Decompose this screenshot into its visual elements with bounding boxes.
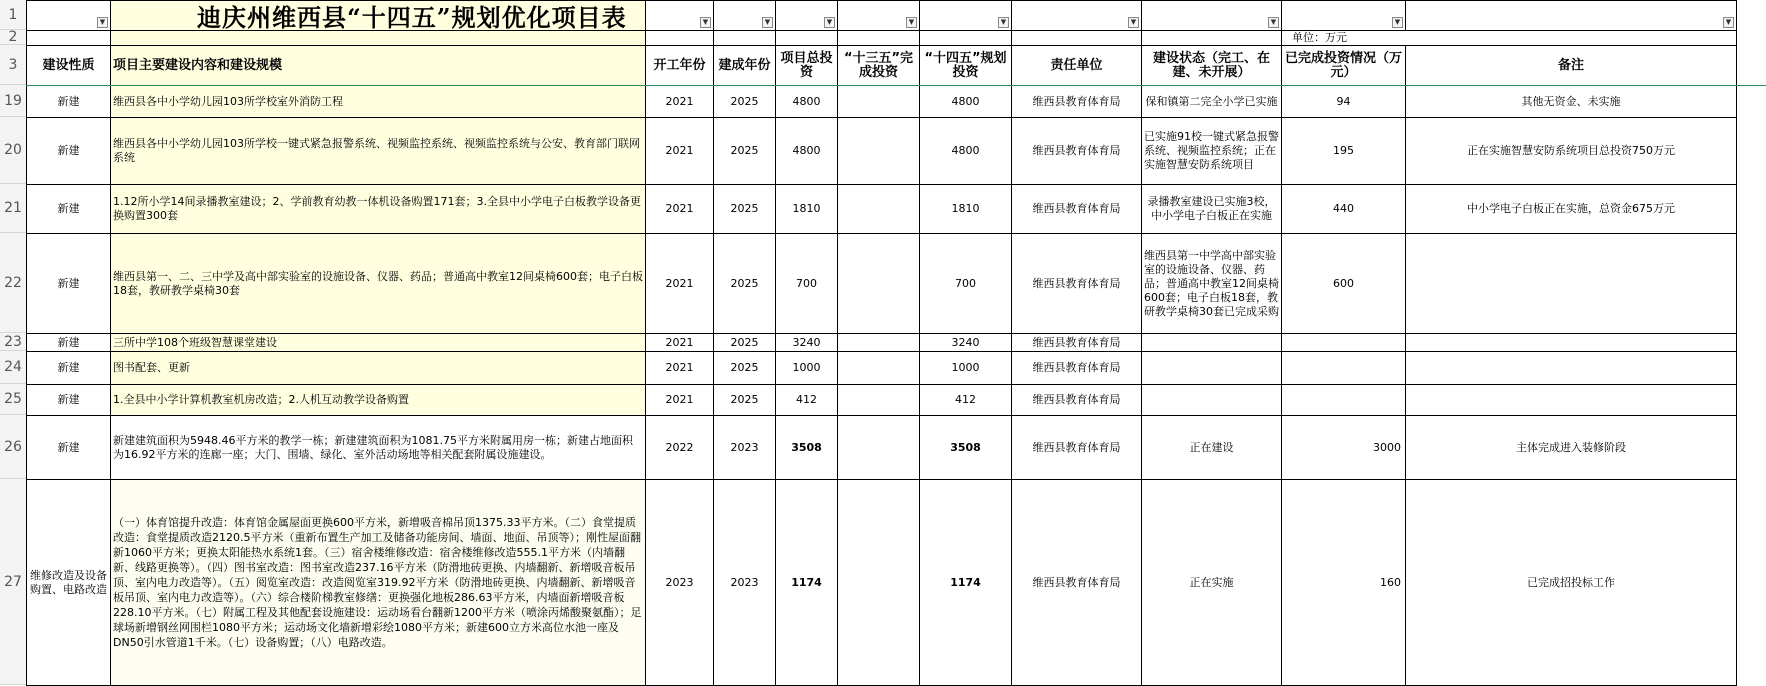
filter-dropdown-icon[interactable]: ▼ [998, 17, 1009, 28]
filter-dropdown-icon[interactable]: ▼ [1268, 17, 1279, 28]
cell-invested[interactable]: 195 [1282, 118, 1406, 185]
cell-content[interactable]: 1.12所小学14间录播教室建设；2、学前教育幼教一体机设备购置171套；3.全县中小学电子白板教学设备更换购置300套 [111, 185, 646, 234]
filter-dropdown-icon[interactable]: ▼ [97, 17, 108, 28]
table-row [27, 416, 1737, 480]
cell-content[interactable]: 维西县各中小学幼儿园103所学校室外消防工程 [111, 86, 646, 118]
cell-end-year[interactable]: 2025 [714, 334, 776, 352]
table-row [27, 480, 1737, 686]
cell-note[interactable] [1406, 234, 1737, 334]
cell-done-13th[interactable] [838, 416, 920, 480]
table-row [27, 185, 1737, 234]
cell-note[interactable]: 中小学电子白板正在实施，总资金675万元 [1406, 185, 1737, 234]
header-cell[interactable]: 建设性质 [27, 46, 111, 86]
cell-done-13th[interactable] [838, 118, 920, 185]
filter-dropdown-icon[interactable]: ▼ [762, 17, 773, 28]
cell-start-year[interactable]: 2021 [646, 385, 714, 416]
row-header-column [0, 0, 27, 685]
cell[interactable] [1012, 1, 1142, 31]
sheet-title: 迪庆州维西县“十四五”规划优化项目表 [197, 3, 627, 31]
cell-done-13th[interactable] [838, 352, 920, 385]
cell[interactable] [1282, 1, 1406, 31]
table-row [27, 334, 1737, 352]
cell-start-year[interactable]: 2021 [646, 334, 714, 352]
cell-content[interactable]: 1.全县中小学计算机教室机房改造；2.人机互动教学设备购置 [111, 385, 646, 416]
row-number[interactable]: 21 [0, 184, 26, 233]
cell-invested[interactable] [1282, 334, 1406, 352]
cell[interactable] [1142, 31, 1282, 46]
cell-done-13th[interactable] [838, 185, 920, 234]
cell-start-year[interactable]: 2021 [646, 118, 714, 185]
cell-unit[interactable]: 维西县教育体育局 [1012, 480, 1142, 686]
row-number[interactable]: 19 [0, 85, 26, 117]
cell-total[interactable]: 700 [776, 234, 838, 334]
cell-invested[interactable]: 3000 [1282, 416, 1406, 480]
cell-start-year[interactable]: 2021 [646, 352, 714, 385]
cell[interactable] [838, 31, 920, 46]
row-number[interactable]: 23 [0, 333, 26, 351]
cell[interactable] [111, 31, 646, 46]
cell[interactable] [111, 1, 646, 31]
cell-done-13th[interactable] [838, 385, 920, 416]
row-number[interactable]: 1 [0, 0, 26, 30]
header-cell[interactable]: 建成年份 [714, 46, 776, 86]
cell-done-13th[interactable] [838, 234, 920, 334]
cell-end-year[interactable]: 2025 [714, 118, 776, 185]
filter-dropdown-icon[interactable]: ▼ [1723, 17, 1734, 28]
header-cell[interactable]: 建设状态（完工、在建、未开展） [1142, 46, 1282, 86]
filter-dropdown-icon[interactable]: ▼ [824, 17, 835, 28]
header-cell[interactable]: “十四五”规划投资 [920, 46, 1012, 86]
cell-type[interactable]: 新建 [27, 86, 111, 118]
cell-plan-14th[interactable]: 4800 [920, 118, 1012, 185]
cell-type[interactable]: 新建 [27, 385, 111, 416]
header-row [27, 46, 1737, 86]
title-row [27, 1, 1737, 31]
cell-unit[interactable]: 维西县教育体育局 [1012, 385, 1142, 416]
cell-total[interactable]: 3508 [776, 416, 838, 480]
header-cell[interactable]: 已完成投资情况（万元） [1282, 46, 1406, 86]
cell-status[interactable]: 已实施91校一键式紧急报警系统、视频监控系统；正在实施智慧安防系统项目 [1142, 118, 1282, 185]
cell-type[interactable]: 新建 [27, 118, 111, 185]
cell-content[interactable]: 维西县各中小学幼儿园103所学校一键式紧急报警系统、视频监控系统、视频监控系统与公安、教育部门联网系统 [111, 118, 646, 185]
filter-dropdown-icon[interactable]: ▼ [1392, 17, 1403, 28]
cell[interactable] [920, 31, 1012, 46]
cell-status[interactable] [1142, 385, 1282, 416]
cell[interactable] [646, 1, 714, 31]
cell-note[interactable] [1406, 334, 1737, 352]
cell-type[interactable]: 维修改造及设备购置、电路改造 [27, 480, 111, 686]
cell-end-year[interactable]: 2023 [714, 480, 776, 686]
header-cell[interactable]: 责任单位 [1012, 46, 1142, 86]
cell-invested[interactable] [1282, 352, 1406, 385]
cell[interactable] [27, 31, 111, 46]
cell-start-year[interactable]: 2023 [646, 480, 714, 686]
cell-total[interactable]: 412 [776, 385, 838, 416]
spreadsheet-grid [26, 0, 1737, 686]
cell-unit[interactable]: 维西县教育体育局 [1012, 118, 1142, 185]
cell-type[interactable]: 新建 [27, 416, 111, 480]
cell-total[interactable]: 4800 [776, 118, 838, 185]
table-row [27, 118, 1737, 185]
cell-plan-14th[interactable]: 700 [920, 234, 1012, 334]
cell-total[interactable]: 1000 [776, 352, 838, 385]
cell[interactable] [1142, 1, 1282, 31]
cell-type[interactable]: 新建 [27, 234, 111, 334]
cell-start-year[interactable]: 2021 [646, 86, 714, 118]
cell[interactable] [714, 1, 776, 31]
unit-label[interactable]: 单位：万元 [1282, 31, 1737, 46]
cell-end-year[interactable]: 2023 [714, 416, 776, 480]
cell-done-13th[interactable] [838, 480, 920, 686]
cell-content[interactable]: 三所中学108个班级智慧课堂建设 [111, 334, 646, 352]
cell-end-year[interactable]: 2025 [714, 352, 776, 385]
cell-invested[interactable]: 600 [1282, 234, 1406, 334]
cell-status[interactable]: 正在建设 [1142, 416, 1282, 480]
row-number[interactable]: 20 [0, 117, 26, 184]
cell[interactable] [776, 31, 838, 46]
cell-status[interactable]: 维西县第一中学高中部实验室的设施设备、仪器、药品；普通高中教室12间桌椅600套；电子白板18套，教研教学桌椅30套已完成采购 [1142, 234, 1282, 334]
row-number[interactable]: 27 [0, 479, 26, 685]
cell[interactable] [646, 31, 714, 46]
row-number[interactable]: 26 [0, 415, 26, 479]
row-number[interactable]: 22 [0, 233, 26, 333]
cell-status[interactable]: 保和镇第二完全小学已实施 [1142, 86, 1282, 118]
cell-plan-14th[interactable]: 3240 [920, 334, 1012, 352]
cell-status[interactable] [1142, 334, 1282, 352]
cell-content[interactable]: 新建建筑面积为5948.46平方米的教学一栋；新建建筑面积为1081.75平方米附属用房一栋；新建占地面积为16.92平方米的连廊一座；大门、围墙、绿化、室外活动场地等相关配套附属设施建设。 [111, 416, 646, 480]
cell-type[interactable]: 新建 [27, 185, 111, 234]
filter-dropdown-icon[interactable]: ▼ [1128, 17, 1139, 28]
cell[interactable] [920, 1, 1012, 31]
cell-done-13th[interactable] [838, 334, 920, 352]
cell-end-year[interactable]: 2025 [714, 385, 776, 416]
cell-end-year[interactable]: 2025 [714, 86, 776, 118]
cell-unit[interactable]: 维西县教育体育局 [1012, 416, 1142, 480]
cell-plan-14th[interactable]: 4800 [920, 86, 1012, 118]
cell-status[interactable]: 正在实施 [1142, 480, 1282, 686]
cell-invested[interactable]: 440 [1282, 185, 1406, 234]
cell-content[interactable]: 图书配套、更新 [111, 352, 646, 385]
cell-type[interactable]: 新建 [27, 334, 111, 352]
cell-plan-14th[interactable]: 412 [920, 385, 1012, 416]
cell-type[interactable]: 新建 [27, 352, 111, 385]
filter-dropdown-icon[interactable]: ▼ [906, 17, 917, 28]
cell[interactable] [1012, 31, 1142, 46]
cell-invested[interactable] [1282, 385, 1406, 416]
cell-unit[interactable]: 维西县教育体育局 [1012, 352, 1142, 385]
header-cell[interactable]: 开工年份 [646, 46, 714, 86]
cell[interactable] [27, 1, 111, 31]
cell-note[interactable]: 主体完成进入装修阶段 [1406, 416, 1737, 480]
cell-invested[interactable]: 160 [1282, 480, 1406, 686]
cell[interactable] [714, 31, 776, 46]
cell-start-year[interactable]: 2021 [646, 234, 714, 334]
cell-end-year[interactable]: 2025 [714, 234, 776, 334]
cell-note[interactable] [1406, 385, 1737, 416]
cell-plan-14th[interactable]: 3508 [920, 416, 1012, 480]
cell-plan-14th[interactable]: 1810 [920, 185, 1012, 234]
cell-status[interactable] [1142, 352, 1282, 385]
cell-start-year[interactable]: 2022 [646, 416, 714, 480]
row-number[interactable]: 24 [0, 351, 26, 384]
cell-done-13th[interactable] [838, 86, 920, 118]
cell-end-year[interactable]: 2025 [714, 185, 776, 234]
unit-row [27, 31, 1737, 46]
cell-status[interactable]: 录播教室建设已实施3校，中小学电子白板正在实施 [1142, 185, 1282, 234]
cell-plan-14th[interactable]: 1174 [920, 480, 1012, 686]
cell[interactable] [838, 1, 920, 31]
cell-total[interactable]: 1810 [776, 185, 838, 234]
header-cell[interactable]: 备注 [1406, 46, 1737, 86]
cell-note[interactable] [1406, 352, 1737, 385]
header-cell[interactable]: “十三五”完成投资 [838, 46, 920, 86]
cell[interactable] [1406, 1, 1737, 31]
row-number[interactable]: 2 [0, 30, 26, 45]
header-cell[interactable]: 项目总投资 [776, 46, 838, 86]
cell-total[interactable]: 3240 [776, 334, 838, 352]
cell-plan-14th[interactable]: 1000 [920, 352, 1012, 385]
cell[interactable] [776, 1, 838, 31]
cell-unit[interactable]: 维西县教育体育局 [1012, 86, 1142, 118]
cell-note[interactable]: 正在实施智慧安防系统项目总投资750万元 [1406, 118, 1737, 185]
freeze-pane-line [26, 85, 1766, 86]
cell-note[interactable]: 其他无资金、未实施 [1406, 86, 1737, 118]
cell-invested[interactable]: 94 [1282, 86, 1406, 118]
cell-start-year[interactable]: 2021 [646, 185, 714, 234]
table-row [27, 385, 1737, 416]
row-number[interactable]: 3 [0, 45, 26, 85]
cell-unit[interactable]: 维西县教育体育局 [1012, 185, 1142, 234]
cell-total[interactable]: 1174 [776, 480, 838, 686]
cell-note[interactable]: 已完成招投标工作 [1406, 480, 1737, 686]
header-cell[interactable]: 项目主要建设内容和建设规模 [111, 46, 646, 86]
cell-total[interactable]: 4800 [776, 86, 838, 118]
cell-unit[interactable]: 维西县教育体育局 [1012, 334, 1142, 352]
cell-unit[interactable]: 维西县教育体育局 [1012, 234, 1142, 334]
cell-content[interactable]: （一）体育馆提升改造：体育馆金属屋面更换600平方米，新增吸音棉吊顶1375.33平方米。（二）食堂提质改造：食堂提质改造2120.5平方米（重新布置生产加工及储备功能房间、墙面、地面、吊顶等）；刚性屋面翻新1060平方米；更换太阳能热水系统1套。（三）宿舍楼维修改造：宿舍楼维修改造555.1平方米（内墙翻新、线路更换等）。（四）图书室改造：图书室改造237.16平方米（防滑地砖更换、内墙翻新、新增吸音板吊顶、室内电力改造等）。（五）阅览室改造：改造阅览室319.92平方米（防滑地砖更换、内墙翻新、新增吸音板吊顶、室内电力改造等）。（六）综合楼阶梯教室修缮：更换强化地板286.63平方米，内墙面新增吸音板228.10平方米。（七）附属工程及其他配套设施建设：运动场看台翻新1200平方米（喷涂丙烯酸聚氨酯）；足球场新增钢丝网围栏1080平方米；运动场文化墙新增彩绘1080平方米；新建600立方米高位水池一座及DN50引水管道1千米。（七）设备购置；（八）电路改造。 [111, 480, 646, 686]
cell-content[interactable]: 维西县第一、二、三中学及高中部实验室的设施设备、仪器、药品；普通高中教室12间桌椅600套；电子白板18套，教研教学桌椅30套 [111, 234, 646, 334]
filter-dropdown-icon[interactable]: ▼ [700, 17, 711, 28]
table-row [27, 86, 1737, 118]
table-row [27, 234, 1737, 334]
table-row [27, 352, 1737, 385]
row-number[interactable]: 25 [0, 384, 26, 415]
